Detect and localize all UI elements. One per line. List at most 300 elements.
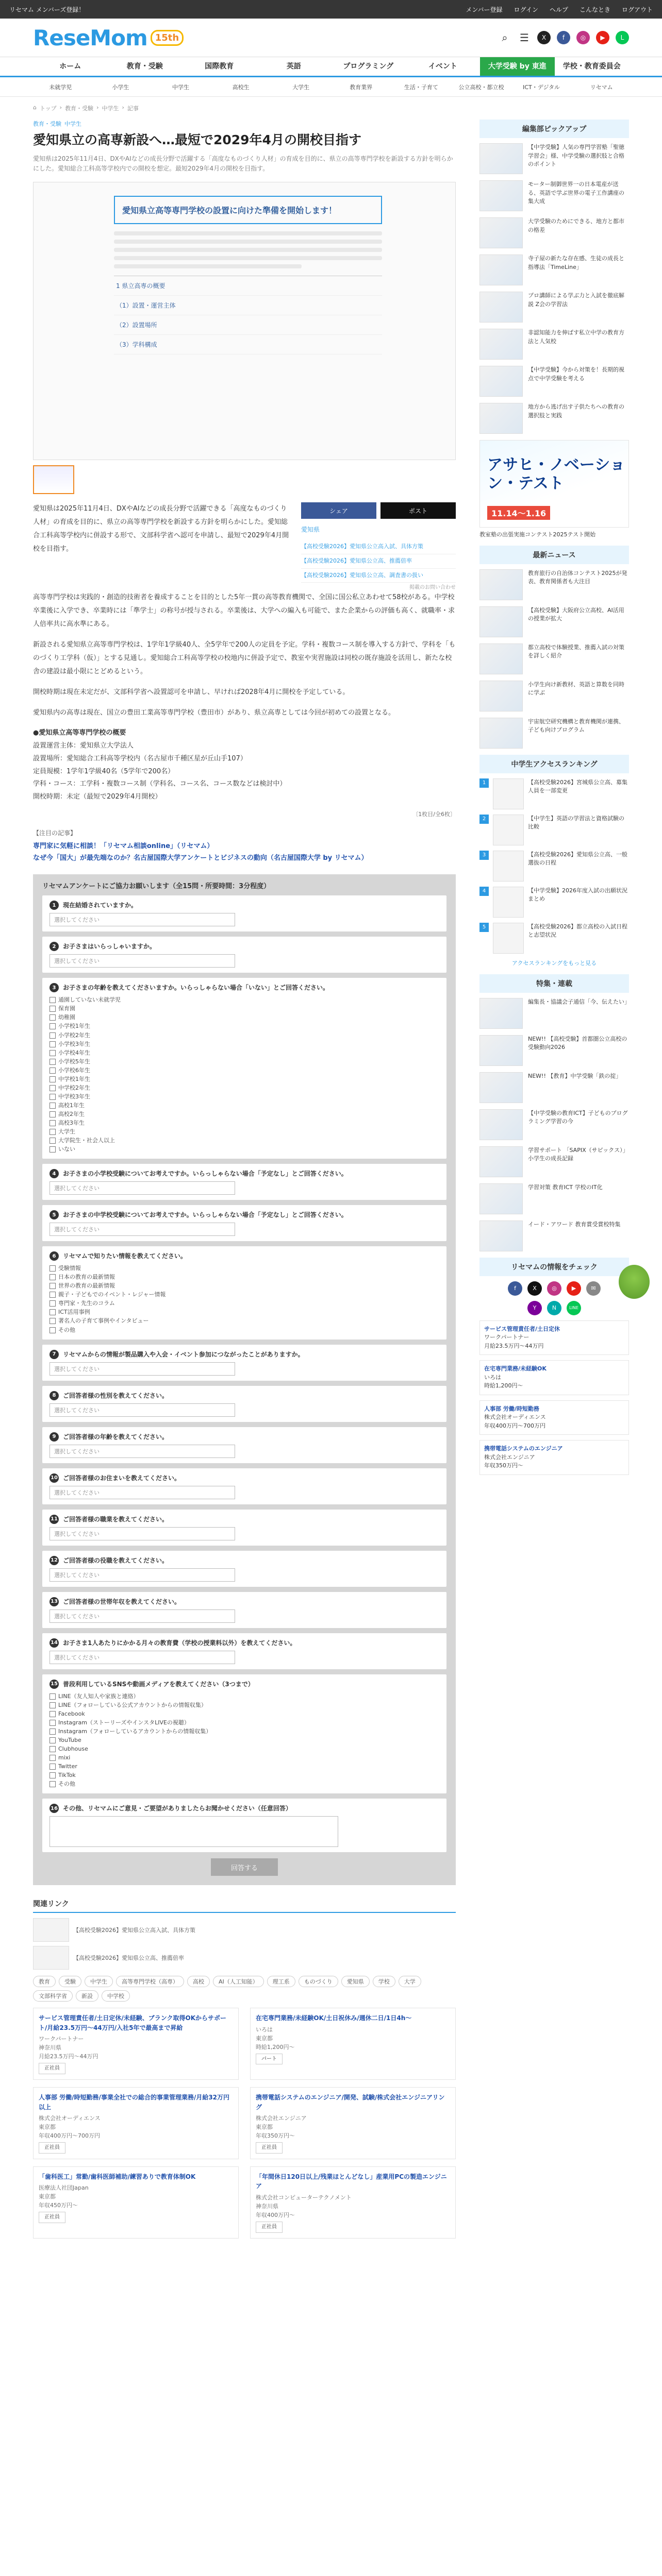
pickup-title: 地方から逃げ出す子供たちへの教育の選択肢と実践 (528, 403, 624, 419)
news-item[interactable] (479, 606, 629, 637)
nav-item[interactable]: プログラミング (343, 62, 394, 71)
select-dropdown[interactable]: 選択してください (49, 913, 235, 926)
special-thumbnail (479, 1109, 523, 1140)
nav-item-toshin[interactable]: 大学受験 by 東進 (480, 57, 555, 76)
checkbox[interactable]: 幼稚園 (49, 1013, 439, 1022)
special-item[interactable] (479, 998, 629, 1029)
checkbox[interactable]: 大学生 (49, 1127, 439, 1136)
checkbox[interactable]: 高校3年生 (49, 1118, 439, 1127)
paragraph: 新設される愛知県立高等専門学校は、1学年1学級40人、全5学年で200人の定員を予定。学科・複数コース制を導入する方針で、学科を「ものづくり工学科（仮）」とする見通し。愛知総合工科高等学校の校地内に併設予定で、教室や実習施設は同校の既存施設を活用し、新たな校舎の建設は最小限にとどめるという。 (33, 641, 456, 676)
job-company: ワークパートナー (39, 2036, 84, 2043)
survey-question: 14 お子さま1人あたりにかかる月々の教育費（学校の授業料以外）を教えてください。 選択してください (42, 1633, 446, 1669)
news-item[interactable] (479, 643, 629, 674)
checkbox[interactable]: 世界の教育の最新情報 (49, 1281, 439, 1290)
tag-link[interactable]: 愛知県 (301, 526, 320, 534)
job-card[interactable] (33, 2087, 239, 2159)
checkbox[interactable]: Twitter (49, 1762, 439, 1771)
checkbox[interactable]: LINE（フォローしている公式アカウントからの情報収集） (49, 1701, 439, 1709)
article-figure[interactable] (33, 182, 456, 460)
banner-title: アサヒ・ノベーション・テスト (487, 456, 625, 493)
select-dropdown[interactable]: 選択してください (49, 1445, 235, 1458)
youtube-icon[interactable]: ▶ (596, 31, 609, 44)
news-icon[interactable]: N (547, 1301, 561, 1315)
news-item[interactable] (479, 681, 629, 711)
crumb: 記事 (127, 105, 139, 112)
youtube-icon[interactable]: ▶ (567, 1281, 581, 1296)
ranking-item[interactable]: 1 【高校受験2026】宮城県公立高、募集人員を一部変更 (479, 778, 629, 809)
special-item[interactable] (479, 1035, 629, 1066)
job-pay: 時給1,200円～ (256, 2043, 295, 2050)
subnav-item[interactable]: 高校生 (232, 83, 250, 91)
specials-heading: 特集・連載 (479, 974, 629, 993)
crumb[interactable]: 教育・受験 (65, 105, 94, 112)
tag[interactable]: 学校 (373, 1976, 395, 1987)
mail-icon[interactable]: ✉ (586, 1281, 601, 1296)
question-text: ご回答者様の世帯年収を教えてください。 (63, 1598, 181, 1605)
aside-related-item[interactable]: 【高校受験2026】愛知県公立高入試、具体方策 (301, 540, 456, 554)
job-type: 正社員 (39, 2212, 65, 2223)
ranking-thumbnail (493, 887, 524, 918)
featured-link[interactable]: 専門家に気軽に相談！「リセマム相談online」（リセマム） (33, 842, 214, 850)
question-text: ご回答者様の性別を教えてください。 (63, 1392, 169, 1399)
related-item[interactable] (33, 1946, 456, 1970)
figure-toc (114, 276, 382, 354)
checkbox[interactable]: 親子・子どもでのイベント・レジャー情報 (49, 1290, 439, 1299)
ranking-title: 【高校受験2026】愛知県公立高、一般選抜の日程 (528, 851, 627, 866)
checkbox[interactable]: Instagram（フォローしているアカウントからの情報収集） (49, 1727, 439, 1736)
survey-question: 9 ご回答者様の年齢を教えてください。 選択してください (42, 1427, 446, 1463)
ranking-thumbnail (493, 815, 524, 845)
article-lead: 愛知県は2025年11月4日、DXやAIなどの成長分野で活躍する「高度なものづくり人材」の育成を目的に、県立の高等専門学校を新設する方針を明らかにした。愛知総合工科高等学校内での開校を想定。最短2029年4月の開校を目指す。 (33, 155, 453, 173)
pickup-title: 【中学受験】今から対策を！長期的視点で中学受験を考える (528, 366, 624, 382)
logo-badge: 15th (151, 30, 184, 46)
select-dropdown[interactable]: 選択してください (49, 1181, 235, 1195)
question-text: お子さまはいらっしゃいますか。 (63, 943, 156, 951)
nav-item[interactable]: 教育・受験 (126, 62, 163, 71)
job-card[interactable] (250, 2087, 456, 2159)
survey-question: 15 普段利用しているSNSや動画メディアを教えてください（3つまで） LINE（友人知人や家族と連絡） LINE（フォローしている公式アカウントからの情報収集） Facebook Instagram（ストーリーズやインスタLIVEの視聴） Instagram（フォローしているアカウントからの情報収集） YouTube Clubhouse mixi Twitter TikTok その他 (42, 1674, 446, 1794)
menu-icon[interactable]: ☰ (520, 31, 529, 44)
special-thumbnail (479, 1146, 523, 1177)
select-dropdown[interactable]: 選択してください (49, 1362, 235, 1376)
tag[interactable]: 受験 (59, 1976, 81, 1987)
checkbox[interactable]: 受験情報 (49, 1264, 439, 1273)
sidebar (479, 120, 629, 2239)
main-column (33, 120, 456, 2239)
tag[interactable]: 中学生 (85, 1976, 113, 1987)
tag[interactable]: 大学 (399, 1976, 421, 1987)
search-icon[interactable]: ⌕ (502, 31, 508, 44)
select-dropdown[interactable]: 選択してください (49, 1609, 235, 1623)
breadcrumb: ⌂ トップ › 教育・受験 › 中学生 › 記事 (33, 104, 139, 112)
pickup-thumbnail (479, 217, 523, 248)
social-icons (479, 1301, 629, 1315)
job-pay: 年収400万円～ (256, 2212, 295, 2219)
facebook-icon[interactable]: f (557, 31, 570, 44)
job-pay: 年収450万円～ (39, 2202, 78, 2209)
checkbox[interactable]: 高校1年生 (49, 1101, 439, 1110)
pickup-title: 【中学受験】人気の専門学習塾「聖徳学習会」様、中学受験の選択肢と合格のポイント (528, 144, 624, 167)
checkbox[interactable]: 中学校3年生 (49, 1092, 439, 1101)
page-body (0, 120, 662, 2239)
ranking-more-link[interactable]: アクセスランキングをもっと見る (511, 959, 597, 967)
survey-question: 3 お子さまの年齢を教えてくださいますか。いらっしゃらない場合「いない」とご回答ください。 通園していない未就学児 保育園 幼稚園 小学校1年生 小学校2年生 小学校3年生 小学校4年生 小学校5年生 小学校6年生 中学校1年生 中学校2年生 中学校3年生 高校1年生 高校2年生 高校3年生 大学生 大学院生・社会人以上 いない (42, 978, 446, 1159)
crumb[interactable]: トップ (39, 105, 57, 112)
select-dropdown[interactable]: 選択してください (49, 1527, 235, 1540)
checkbox[interactable]: 小学校1年生 (49, 1022, 439, 1030)
top-link[interactable]: ログアウト (621, 6, 653, 13)
subnav-item[interactable]: 中学生 (172, 83, 189, 91)
special-thumbnail (479, 1035, 523, 1066)
checkbox[interactable]: その他 (49, 1780, 439, 1788)
aside-related (301, 540, 456, 583)
question-text: ご回答者様のお住まいを教えてください。 (63, 1474, 181, 1482)
checkbox[interactable]: TikTok (49, 1771, 439, 1780)
sub-nav (0, 77, 662, 97)
tag[interactable]: 文部科学省 (33, 1990, 73, 2002)
yahoo-icon[interactable]: Y (527, 1301, 542, 1315)
news-title: 【高校受験】大阪府公立高校、AI活用の授業が拡大 (528, 606, 624, 622)
survey-form (33, 874, 456, 1885)
pickup-item[interactable] (479, 329, 629, 360)
special-title: イード・アワード 教育賞受賞校特集 (528, 1221, 621, 1228)
news-title: 小学生向け新教材、英語と算数を同時に学ぶ (528, 681, 624, 696)
checkbox[interactable]: 保育園 (49, 1004, 439, 1013)
job-title: 在宅専門業務/未経験OK (484, 1365, 547, 1372)
nav-item[interactable]: 学校・教育委員会 (562, 62, 621, 71)
aside-related-item[interactable]: 【高校受験2026】愛知県公立高、調査書の扱い (301, 569, 456, 583)
tag[interactable]: 理工系 (267, 1976, 295, 1987)
pickup-title: 大学受験のためにできる、地方と都市の格差 (528, 218, 624, 233)
job-company: 株式会社オーディエンス (39, 2115, 101, 2122)
question-text: その他、リセマムにご意見・ご要望がありましたらお聞かせください（任意回答） (63, 1805, 292, 1812)
ranking-title: 【中学生】英語の学習法と資格試験の比較 (528, 815, 624, 830)
question-text: リセマムからの情報が製品購入や入会・イベント参加につながったことがありますか。 (63, 1350, 304, 1358)
ad-note[interactable]: 掲載のお問い合わせ (409, 585, 456, 591)
tag[interactable]: 新設 (76, 1990, 98, 2002)
top-link[interactable]: メンバー登録 (466, 6, 503, 13)
special-thumbnail (479, 1072, 523, 1103)
ranking-thumbnail (493, 923, 524, 954)
ranking-title: 【高校受験2026】宮城県公立高、募集人員を一部変更 (528, 778, 627, 794)
select-dropdown[interactable]: 選択してください (49, 1486, 235, 1499)
job-company: 医療法人社団Japan (39, 2184, 89, 2192)
info-line: 設置場所：愛知総合工科高等学校内（名古屋市千種区星が丘山手107） (33, 754, 247, 762)
checkbox[interactable]: 日本の教育の最新情報 (49, 1273, 439, 1281)
survey-question: 13 ご回答者様の世帯年収を教えてください。 選択してください (42, 1592, 446, 1628)
subnav-item[interactable]: リセマム (590, 83, 613, 91)
related-heading: 関連リンク (33, 1895, 456, 1913)
ranking-item[interactable]: 3 【高校受験2026】愛知県公立高、一般選抜の日程 (479, 851, 629, 882)
pickup-thumbnail (479, 403, 523, 434)
instagram-icon[interactable]: ◎ (547, 1281, 561, 1296)
job-title: 携帯電話システムのエンジニア (484, 1445, 563, 1452)
news-heading: 最新ニュース (479, 546, 629, 564)
crumb[interactable]: 中学生 (102, 105, 119, 112)
ranking-heading: 中学生アクセスランキング (479, 755, 629, 773)
article-tag[interactable]: 教育・受験 (33, 121, 61, 127)
checkbox[interactable]: Instagram（ストーリーズやインスタLIVEの視聴） (49, 1718, 439, 1727)
article-tags (33, 120, 456, 128)
select-dropdown[interactable]: 選択してください (49, 1568, 235, 1582)
pickup-title: モーター制御世界一の日本電産が送る、英語で学ぶ世界の電子工作講座の集大成 (528, 181, 624, 205)
comment-textarea[interactable] (49, 1816, 338, 1847)
ranking-thumbnail (493, 778, 524, 809)
related-thumbnail (33, 1918, 69, 1942)
tag[interactable]: 高校 (187, 1976, 210, 1987)
survey-question: 8 ご回答者様の性別を教えてください。 選択してください (42, 1386, 446, 1422)
x-icon[interactable]: X (537, 31, 551, 44)
paragraph: 高等専門学校は実践的・創造的技術者を養成することを目的とした5年一貫の高等教育機関で、全国に国公私立あわせて58校がある。中学校卒業後に入学でき、卒業時には「準学士」の称号が授与される。卒業後は、大学への編入も可能で、また企業からの評価も高く、就職率・求人倍率共に高水準にある。 (33, 594, 455, 629)
checkbox[interactable]: 小学校4年生 (49, 1048, 439, 1057)
logo-word: ReseMom (33, 25, 147, 50)
special-item[interactable] (479, 1221, 629, 1251)
pickup-thumbnail (479, 366, 523, 397)
survey-heading: リセマムアンケートにご協力お願いします（全15問・所要時間：3分程度） (42, 883, 271, 891)
pickup-item[interactable] (479, 366, 629, 397)
side-job-card[interactable] (479, 1320, 629, 1355)
checkbox[interactable]: 専門家・先生のコラム (49, 1299, 439, 1308)
related-item[interactable] (33, 1918, 456, 1942)
survey-question: 5 お子さまの中学校受験についてお考えですか。いらっしゃらない場合「予定なし」とご回答ください。 選択してください (42, 1205, 446, 1241)
members-banner[interactable]: リセマム メンバーズ登録！ (9, 6, 85, 13)
special-item[interactable] (479, 1072, 629, 1103)
tag[interactable]: 高等専門学校（高専） (116, 1976, 184, 1987)
special-title: 学習サポート 「SAPIX（サピックス）」小学生の成長記録 (528, 1146, 628, 1162)
news-title: 都立高校で体験授業、推薦入試の対策を詳しく紹介 (528, 643, 624, 659)
tag[interactable]: 中学校 (102, 1990, 130, 2002)
side-job-card[interactable] (479, 1400, 629, 1435)
subnav-item[interactable]: 未就学児 (49, 83, 72, 91)
site-header (0, 19, 662, 57)
job-area: 東京都 (39, 2124, 56, 2131)
news-thumbnail (479, 681, 523, 711)
side-job-card[interactable] (479, 1440, 629, 1475)
special-title: NEW!! 【教育】中学受験「鉄の掟」 (528, 1072, 622, 1079)
ranking-item[interactable]: 5 【高校受験2026】都立高校の入試日程と志望状況 (479, 923, 629, 954)
line-icon[interactable]: LINE (567, 1301, 581, 1315)
select-dropdown[interactable]: 選択してください (49, 1223, 235, 1236)
checkbox[interactable]: 高校2年生 (49, 1110, 439, 1118)
thumbnail[interactable] (33, 465, 74, 494)
pickup-item[interactable] (479, 292, 629, 323)
question-text: お子さまの中学校受験についてお考えですか。いらっしゃらない場合「予定なし」とご回答ください。 (63, 1211, 347, 1219)
special-item[interactable] (479, 1146, 629, 1177)
special-item[interactable] (479, 1109, 629, 1140)
tag[interactable]: 愛知県 (341, 1976, 370, 1987)
ad-banner[interactable] (479, 440, 629, 528)
job-listings (33, 2008, 456, 2238)
home-icon[interactable]: ⌂ (33, 104, 37, 111)
job-pay: 月給23.5万円～44万円 (39, 2053, 98, 2060)
top-strip (0, 0, 662, 19)
survey-question: 6 リセマムで知りたい情報を教えてください。 受験情報 日本の教育の最新情報 世界の教育の最新情報 親子・子どもでのイベント・レジャー情報 専門家・先生のコラム ICT活用事例 著名人の子育て事例やインタビュー その他 (42, 1246, 446, 1339)
job-title: 人事部 労働/時短勤務/事業全社での総合的事業管理業務/月給32万円以上 (39, 2093, 230, 2111)
news-thumbnail (479, 569, 523, 600)
article-tag[interactable]: 中学生 (64, 121, 81, 127)
top-link[interactable]: ログイン (514, 6, 538, 13)
subnav-item[interactable]: 公立高校・都立校 (458, 83, 504, 91)
pickup-heading: 編集部ピックアップ (479, 120, 629, 138)
checkbox[interactable]: 小学校6年生 (49, 1066, 439, 1075)
question-text: お子さま1人あたりにかかる月々の教育費（学校の授業料以外）を教えてください。 (63, 1639, 296, 1647)
question-text: ご回答者様の職業を教えてください。 (63, 1515, 169, 1523)
job-company: 株式会社オーディエンス (484, 1414, 546, 1420)
instagram-icon[interactable]: ◎ (576, 31, 590, 44)
mascot-icon[interactable] (619, 1265, 650, 1299)
ranking-thumbnail (493, 851, 524, 882)
pickup-title: 寺子屋の新たな存在感、生徒の成長と指導法「TimeLine」 (528, 255, 624, 270)
subnav-item[interactable]: ICT・デジタル (523, 83, 560, 91)
select-dropdown[interactable]: 選択してください (49, 1403, 235, 1417)
job-title: サービス管理責任者/土日定休 (484, 1325, 560, 1332)
checkbox[interactable]: Facebook (49, 1709, 439, 1718)
pickup-title: 非認知能力を伸ばす私立中学の教育方法と人気校 (528, 329, 624, 345)
checkbox[interactable]: 大学院生・社会人以上 (49, 1136, 439, 1145)
checkbox[interactable]: Clubhouse (49, 1744, 439, 1753)
side-job-card[interactable] (479, 1360, 629, 1395)
job-area: 神奈川県 (39, 2044, 61, 2052)
news-thumbnail (479, 643, 523, 674)
info-line: 学科・コース：工学科・複数コース制（学科名、コース名、コース数などは検討中） (33, 780, 287, 788)
checkbox[interactable]: YouTube (49, 1736, 439, 1744)
news-title: 宇宙航空研究機構と教育機関が連携、子ども向けプログラム (528, 718, 624, 733)
survey-question: 7 リセマムからの情報が製品購入や入会・イベント参加につながったことがありますか。 選択してください (42, 1345, 446, 1381)
job-company: いろは (256, 2026, 273, 2033)
tag[interactable]: AI（人工知能） (213, 1976, 264, 1987)
pickup-item[interactable] (479, 217, 629, 248)
job-card[interactable] (250, 2008, 456, 2080)
survey-question: 10 ご回答者様のお住まいを教えてください。 選択してください (42, 1468, 446, 1504)
job-title: 「年間休日120日以上/残業ほとんどなし」産業用PCの製造エンジニア (256, 2173, 447, 2190)
survey-question: 2 お子さまはいらっしゃいますか。 選択してください (42, 937, 446, 973)
checkbox[interactable]: mixi (49, 1753, 439, 1762)
ranking-item[interactable]: 4 【中学受験】2026年度入試の出願状況まとめ (479, 887, 629, 918)
question-text: 普段利用しているSNSや動画メディアを教えてください（3つまで） (63, 1680, 254, 1688)
survey-question: 1 現在結婚されていますか。 選択してください (42, 895, 446, 931)
job-card[interactable] (250, 2166, 456, 2239)
pickup-thumbnail (479, 143, 523, 174)
job-pay: 年収350万円～ (484, 1462, 523, 1469)
main-nav (0, 57, 662, 77)
checkbox[interactable]: 中学校2年生 (49, 1083, 439, 1092)
checkbox[interactable]: 小学校2年生 (49, 1031, 439, 1040)
featured-link[interactable]: なぜ今「国大」が最先端なのか？名古屋国際大学アンケートとビジネスの動向（名古屋国際大学 by リセマム） (33, 854, 368, 862)
job-type: 正社員 (39, 2142, 65, 2154)
pickup-item[interactable] (479, 255, 629, 285)
select-dropdown[interactable]: 選択してください (49, 954, 235, 968)
tag-list (33, 1976, 456, 2002)
top-link[interactable]: ヘルプ (549, 6, 568, 13)
paragraph: 愛知県は2025年11月4日、DXやAIなどの成長分野で活躍できる「高度なものづくり人材」の育成を目的に、県立の高等専門学校を新設する方針を明らかにした。愛知総合工科高等学校内に併設する形で、文部科学省へ認可を申請し、最短で2029年4月開校を目指す。 (33, 505, 289, 553)
subnav-item[interactable]: 大学生 (292, 83, 310, 91)
subnav-item[interactable]: 小学生 (112, 83, 129, 91)
figure-toc-item: （1）設置・運営主体 (114, 296, 382, 315)
tag[interactable]: ものづくり (299, 1976, 338, 1987)
subnav-item[interactable]: 教育業界 (350, 83, 373, 91)
checkbox[interactable]: その他 (49, 1326, 439, 1334)
news-item[interactable] (479, 718, 629, 749)
ranking-title: 【高校受験2026】都立高校の入試日程と志望状況 (528, 923, 627, 938)
question-text: 現在結婚されていますか。 (63, 902, 138, 909)
job-type: パート (256, 2054, 283, 2065)
job-pay: 時給1,200円～ (484, 1382, 523, 1389)
pickup-thumbnail (479, 255, 523, 285)
checkbox-group (49, 1692, 439, 1789)
pickup-item[interactable] (479, 180, 629, 211)
article-row (33, 502, 456, 591)
job-area: 東京都 (256, 2035, 273, 2042)
news-item[interactable] (479, 569, 629, 600)
checkbox[interactable]: いない (49, 1145, 439, 1154)
line-icon[interactable]: L (616, 31, 629, 44)
nav-item[interactable]: ホーム (59, 62, 81, 71)
tag[interactable]: 教育 (33, 1976, 56, 1987)
x-icon[interactable]: X (527, 1281, 542, 1296)
job-company: 株式会社エンジニア (256, 2115, 307, 2122)
special-item[interactable] (479, 1183, 629, 1214)
nav-item[interactable]: 英語 (286, 62, 301, 71)
submit-button[interactable]: 回答する (211, 1858, 278, 1876)
news-thumbnail (479, 718, 523, 749)
banner-caption[interactable]: 教室塾の出張実施コンテスト2025テスト開始 (479, 531, 596, 538)
special-thumbnail (479, 1183, 523, 1214)
checkbox[interactable]: 通園していない未就学児 (49, 995, 439, 1004)
question-text: ご回答者様の役職を教えてください。 (63, 1556, 169, 1564)
header-icons (498, 31, 629, 44)
question-text: お子さまの年齢を教えてくださいますか。いらっしゃらない場合「いない」とご回答ください。 (63, 984, 329, 992)
related-title: 【高校受験2026】愛知県公立高入試、具体方策 (73, 1927, 195, 1934)
figure-toc-item: （2）設置場所 (114, 315, 382, 335)
job-pay: 年収400万円～700万円 (484, 1422, 545, 1429)
checkbox[interactable]: 中学校1年生 (49, 1075, 439, 1083)
facebook-icon[interactable]: f (508, 1281, 522, 1296)
info-line: 開校時期：未定（最短で2029年4月開校） (33, 792, 162, 801)
site-logo[interactable] (33, 25, 184, 50)
social-icons (479, 1281, 629, 1296)
ranking-item[interactable]: 2 【中学生】英語の学習法と資格試験の比較 (479, 815, 629, 845)
checkbox[interactable]: 著名人の子育て事例やインタビュー (49, 1316, 439, 1325)
checkbox[interactable]: 小学校3年生 (49, 1040, 439, 1048)
aside-related-item[interactable]: 【高校受験2026】愛知県公立高、推薦倍率 (301, 554, 456, 569)
figure-thumbnails (33, 465, 456, 494)
select-dropdown[interactable]: 選択してください (49, 1651, 235, 1664)
job-pay: 年収400万円～700万円 (39, 2132, 100, 2140)
checkbox[interactable]: LINE（友人知人や家族と連絡） (49, 1692, 439, 1701)
pickup-thumbnail (479, 292, 523, 323)
figure-heading: 愛知県立高等専門学校の設置に向けた準備を開始します！ (114, 196, 382, 224)
job-card[interactable] (33, 2166, 239, 2239)
nav-item[interactable]: 国際教育 (205, 62, 234, 71)
nav-item[interactable]: イベント (428, 62, 457, 71)
pickup-item[interactable] (479, 403, 629, 434)
pickup-item[interactable] (479, 143, 629, 174)
share-facebook-button[interactable]: シェア (301, 502, 376, 519)
question-text: お子さまの小学校受験についてお考えですか。いらっしゃらない場合「予定なし」とご回答ください。 (63, 1170, 347, 1178)
news-thumbnail (479, 606, 523, 637)
job-type: 正社員 (256, 2222, 283, 2233)
top-link[interactable]: こんなとき (579, 6, 610, 13)
share-x-button[interactable]: ポスト (380, 502, 456, 519)
checkbox[interactable]: ICT活用事例 (49, 1308, 439, 1316)
subnav-item[interactable]: 生活・子育て (404, 83, 438, 91)
special-title: 学習対策 教育ICT 学校のIT化 (528, 1183, 603, 1191)
job-pay: 年収350万円～ (256, 2132, 295, 2140)
featured-heading: 【注目の記事】 (33, 829, 77, 837)
follow-heading: リセマムの情報をチェック (479, 1258, 629, 1276)
job-card[interactable] (33, 2008, 239, 2080)
checkbox[interactable]: 小学校5年生 (49, 1057, 439, 1066)
